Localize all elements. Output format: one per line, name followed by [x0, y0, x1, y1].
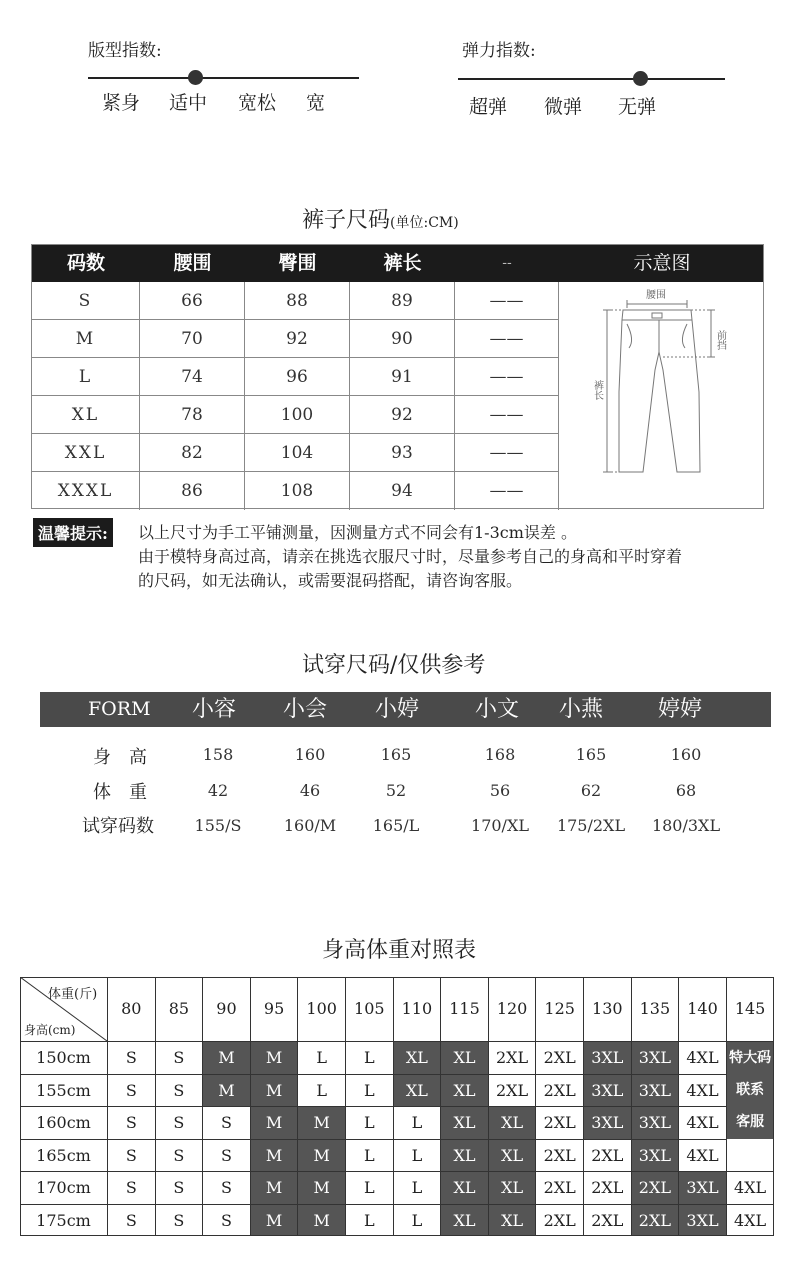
model-name: 小会: [283, 697, 328, 722]
hw-size-cell: 4XL: [678, 1139, 726, 1172]
hw-size-cell: M: [250, 1041, 298, 1074]
hw-size-cell: S: [155, 1204, 203, 1237]
try-on-value: 52: [385, 781, 407, 800]
hw-size-cell: M: [250, 1106, 298, 1139]
try-on-value: 165: [380, 745, 412, 764]
try-on-value: 180/3XL: [651, 816, 721, 835]
hw-size-cell: 2XL: [535, 1139, 583, 1172]
measure-cell: 92: [350, 396, 455, 434]
hw-weight-header: 80: [107, 977, 155, 1041]
hw-size-cell: 3XL: [631, 1074, 679, 1107]
measure-cell: 70: [140, 320, 245, 358]
hw-size-cell: XL: [440, 1074, 488, 1107]
try-row-label-height: 身 高: [93, 747, 147, 768]
hw-height-header: 175cm: [20, 1204, 107, 1237]
hw-height-header: 155cm: [20, 1074, 107, 1107]
hw-size-cell: L: [345, 1041, 393, 1074]
hw-size-cell: 特大码: [726, 1041, 774, 1074]
hw-size-cell: S: [202, 1106, 250, 1139]
pants-size-unit: (单位:CM): [390, 215, 459, 231]
hw-size-cell: 4XL: [678, 1041, 726, 1074]
try-on-value: 165: [575, 745, 607, 764]
hw-size-cell: 2XL: [488, 1041, 536, 1074]
measure-cell: ——: [455, 472, 559, 510]
try-on-value: 168: [484, 745, 516, 764]
tip-line: 由于模特身高过高，请亲在挑选衣服尺寸时，尽量参考自己的身高和平时穿着: [138, 547, 683, 566]
measure-cell: ——: [455, 396, 559, 434]
measure-cell: 93: [350, 434, 455, 472]
stretch-option: 超弹: [469, 96, 508, 118]
hw-size-cell: XL: [440, 1171, 488, 1204]
hw-size-cell: M: [250, 1074, 298, 1107]
tip-line: 以上尺寸为手工平铺测量，因测量方式不同会有1-3cm误差 。: [138, 523, 577, 542]
hw-size-cell: 4XL: [678, 1106, 726, 1139]
hw-size-cell: L: [393, 1139, 441, 1172]
hw-size-cell: S: [107, 1041, 155, 1074]
hw-size-cell: L: [393, 1171, 441, 1204]
hw-size-cell: S: [155, 1106, 203, 1139]
hw-size-cell: M: [202, 1041, 250, 1074]
try-on-form-label: FORM: [88, 698, 151, 720]
pants-outline-icon: [559, 282, 764, 509]
stretch-index-scale: [458, 78, 725, 80]
try-on-value: 160: [670, 745, 702, 764]
hw-size-cell: XL: [393, 1074, 441, 1107]
hw-weight-header: 130: [583, 977, 631, 1041]
fit-option: 适中: [169, 92, 208, 114]
hw-weight-header: 100: [297, 977, 345, 1041]
measure-cell: 92: [245, 320, 350, 358]
tip-label: 温馨提示:: [33, 518, 113, 547]
hw-weight-header: 90: [202, 977, 250, 1041]
model-name: 小容: [192, 697, 237, 722]
hw-size-cell: 2XL: [631, 1171, 679, 1204]
diagram-length-label: 裤长: [591, 380, 603, 400]
hw-weight-header: 140: [678, 977, 726, 1041]
try-on-value: 46: [299, 781, 321, 800]
measure-cell: ——: [455, 320, 559, 358]
fit-option: 紧身: [102, 92, 141, 114]
hw-size-cell: 联系: [726, 1074, 774, 1107]
measure-cell: 89: [350, 282, 455, 320]
stretch-index-marker: [633, 71, 648, 86]
hw-size-cell: 2XL: [488, 1074, 536, 1107]
size-cell: XXL: [32, 434, 140, 472]
hw-size-cell: 2XL: [631, 1204, 679, 1237]
try-on-value: 68: [675, 781, 697, 800]
hw-size-cell: M: [297, 1106, 345, 1139]
diagram-waist-label: 腰围: [646, 290, 666, 301]
hw-size-cell: S: [202, 1171, 250, 1204]
measure-cell: 104: [245, 434, 350, 472]
try-on-value: 170/XL: [471, 816, 529, 835]
measure-cell: 82: [140, 434, 245, 472]
measure-cell: 74: [140, 358, 245, 396]
try-on-value: 160: [294, 745, 326, 764]
stretch-index-title: 弹力指数:: [462, 41, 536, 61]
try-row-label-weight: 体 重: [93, 782, 147, 803]
hw-size-cell: 2XL: [583, 1139, 631, 1172]
hw-size-cell: XL: [488, 1106, 536, 1139]
measure-cell: 100: [245, 396, 350, 434]
pants-size-title-text: 裤子尺码: [302, 208, 391, 233]
pants-size-title: [302, 203, 459, 234]
header-waist: 腰围: [173, 252, 212, 274]
size-cell: XL: [32, 396, 140, 434]
hw-size-cell: M: [250, 1171, 298, 1204]
hw-size-cell: [726, 1139, 774, 1172]
hw-weight-header: 125: [535, 977, 583, 1041]
hw-size-cell: XL: [488, 1204, 536, 1237]
hw-height-header: 150cm: [20, 1041, 107, 1074]
hw-size-cell: L: [297, 1074, 345, 1107]
hw-size-cell: S: [107, 1204, 155, 1237]
measure-cell: 88: [245, 282, 350, 320]
hw-weight-header: 120: [488, 977, 536, 1041]
header-blank: --: [502, 255, 512, 271]
hw-size-cell: S: [155, 1041, 203, 1074]
header-size: 码数: [66, 252, 105, 274]
hw-size-cell: L: [297, 1041, 345, 1074]
hw-size-cell: 2XL: [535, 1041, 583, 1074]
model-name: 婷婷: [658, 697, 703, 722]
fit-option: 宽: [306, 92, 326, 114]
hw-size-cell: XL: [488, 1139, 536, 1172]
model-name: 小婷: [375, 697, 420, 722]
model-name: 小文: [475, 697, 520, 722]
try-on-value: 165/L: [372, 816, 420, 835]
diagram-rise-label: 前挡: [714, 330, 726, 350]
measure-cell: ——: [455, 434, 559, 472]
hw-chart-table: [20, 977, 774, 1236]
hw-size-cell: 3XL: [631, 1106, 679, 1139]
hw-weight-header: 135: [631, 977, 679, 1041]
hw-size-cell: XL: [440, 1139, 488, 1172]
measure-cell: 78: [140, 396, 245, 434]
hw-size-cell: 2XL: [535, 1074, 583, 1107]
hw-corner-height: 身高(cm): [24, 1023, 76, 1037]
hw-weight-header: 105: [345, 977, 393, 1041]
hw-size-cell: XL: [393, 1041, 441, 1074]
hw-size-cell: 2XL: [583, 1204, 631, 1237]
pants-size-table: [31, 244, 764, 509]
size-cell: M: [32, 320, 140, 358]
hw-size-cell: 2XL: [535, 1106, 583, 1139]
measure-cell: ——: [455, 282, 559, 320]
fit-index-marker: [188, 70, 203, 85]
hw-size-cell: 3XL: [583, 1106, 631, 1139]
measure-cell: 66: [140, 282, 245, 320]
hw-size-cell: 2XL: [535, 1171, 583, 1204]
hw-size-cell: XL: [488, 1171, 536, 1204]
size-cell: S: [32, 282, 140, 320]
try-on-value: 158: [202, 745, 234, 764]
hw-size-cell: L: [345, 1139, 393, 1172]
hw-size-cell: M: [297, 1139, 345, 1172]
hw-size-cell: S: [107, 1106, 155, 1139]
hw-corner-cell: [20, 977, 107, 1041]
hw-size-cell: M: [250, 1204, 298, 1237]
hw-size-cell: L: [345, 1074, 393, 1107]
hw-size-cell: S: [155, 1139, 203, 1172]
measure-cell: 86: [140, 472, 245, 510]
hw-size-cell: 4XL: [726, 1171, 774, 1204]
size-cell: XXXL: [32, 472, 140, 510]
hw-size-cell: L: [345, 1204, 393, 1237]
hw-size-cell: S: [107, 1171, 155, 1204]
measure-cell: 108: [245, 472, 350, 510]
hw-size-cell: 客服: [726, 1106, 774, 1139]
fit-option: 宽松: [238, 92, 277, 114]
hw-weight-header: 145: [726, 977, 774, 1041]
hw-size-cell: XL: [440, 1041, 488, 1074]
hw-size-cell: M: [297, 1171, 345, 1204]
measure-cell: 90: [350, 320, 455, 358]
hw-height-header: 160cm: [20, 1106, 107, 1139]
hw-size-cell: 3XL: [678, 1171, 726, 1204]
fit-index-scale: [88, 77, 359, 79]
hw-size-cell: 3XL: [631, 1041, 679, 1074]
hw-size-cell: XL: [440, 1204, 488, 1237]
measure-cell: 94: [350, 472, 455, 510]
header-hip: 臀围: [278, 252, 317, 274]
hw-size-cell: 4XL: [678, 1074, 726, 1107]
size-cell: L: [32, 358, 140, 396]
try-row-label-size: 试穿码数: [82, 816, 154, 837]
try-on-value: 160/M: [283, 816, 337, 835]
hw-corner-weight: 体重(斤): [48, 987, 98, 1002]
hw-weight-header: 115: [440, 977, 488, 1041]
hw-size-cell: 3XL: [631, 1139, 679, 1172]
hw-size-cell: 3XL: [583, 1074, 631, 1107]
hw-weight-header: 85: [155, 977, 203, 1041]
hw-size-cell: 3XL: [583, 1041, 631, 1074]
hw-size-cell: 2XL: [583, 1171, 631, 1204]
header-diagram: 示意图: [633, 252, 691, 274]
hw-size-cell: L: [345, 1171, 393, 1204]
tip-line: 的尺码，如无法确认，或需要混码搭配，请咨询客服。: [138, 571, 523, 590]
hw-size-cell: L: [393, 1106, 441, 1139]
hw-size-cell: 3XL: [678, 1204, 726, 1237]
hw-size-cell: S: [155, 1074, 203, 1107]
hw-size-cell: S: [202, 1139, 250, 1172]
hw-size-cell: XL: [440, 1106, 488, 1139]
hw-size-cell: M: [250, 1139, 298, 1172]
hw-size-cell: S: [155, 1171, 203, 1204]
hw-size-cell: S: [107, 1139, 155, 1172]
try-on-header: [40, 692, 771, 727]
measure-cell: 96: [245, 358, 350, 396]
fit-index-title: 版型指数:: [88, 41, 162, 61]
try-on-title: 试穿尺码/仅供参考: [302, 653, 486, 678]
stretch-option: 无弹: [618, 96, 657, 118]
measure-cell: ——: [455, 358, 559, 396]
try-on-value: 56: [489, 781, 511, 800]
try-on-value: 155/S: [194, 816, 242, 835]
header-length: 裤长: [383, 252, 422, 274]
stretch-option: 微弹: [544, 96, 583, 118]
hw-size-cell: L: [345, 1106, 393, 1139]
hw-size-cell: S: [202, 1204, 250, 1237]
try-on-value: 42: [207, 781, 229, 800]
pants-diagram: [559, 282, 764, 509]
hw-size-cell: 4XL: [726, 1204, 774, 1237]
hw-weight-header: 110: [393, 977, 441, 1041]
hw-height-header: 170cm: [20, 1171, 107, 1204]
pants-size-header-row: [32, 245, 763, 282]
hw-size-cell: M: [202, 1074, 250, 1107]
hw-weight-header: 95: [250, 977, 298, 1041]
hw-size-cell: S: [107, 1074, 155, 1107]
measure-cell: 91: [350, 358, 455, 396]
try-on-value: 62: [580, 781, 602, 800]
hw-height-header: 165cm: [20, 1139, 107, 1172]
hw-chart-title: 身高体重对照表: [322, 938, 477, 963]
hw-size-cell: M: [297, 1204, 345, 1237]
try-on-value: 175/2XL: [556, 816, 626, 835]
hw-size-cell: L: [393, 1204, 441, 1237]
hw-size-cell: 2XL: [535, 1204, 583, 1237]
model-name: 小燕: [559, 697, 604, 722]
